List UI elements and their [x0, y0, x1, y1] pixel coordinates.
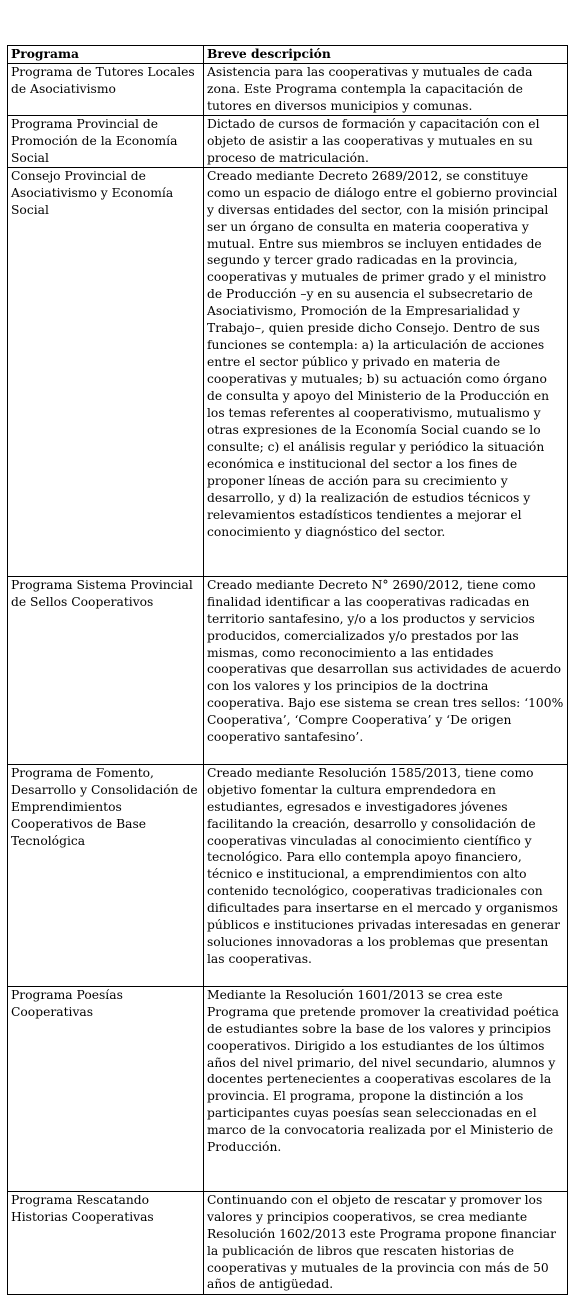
cell-descripcion: Creado mediante Decreto N° 2690/2012, tiene como finalidad identificar a las cooperativas radicadas en territorio santafesino, y/o a los productos y servicios producidos, comercializados y/o prestados por las mismas, como reconocimiento a las entidades cooperativas que desarrollan sus actividades de acuerdo con los valores y los principios de la doctrina cooperativa. Bajo ese sistema se crean tres sellos: ‘100% Cooperativa’, ‘Compre Cooperativa’ y ‘De origen cooperativo santafesino’.	[204, 576, 568, 764]
programs-table	[7, 45, 568, 1295]
cell-descripcion: Dictado de cursos de formación y capacitación con el objeto de asistir a las cooperativas y mutuales en su proceso de matriculación.	[204, 115, 568, 167]
cell-programa: Consejo Provincial de Asociativismo y Economía Social	[8, 167, 204, 576]
table-row	[8, 1191, 568, 1294]
cell-programa: Programa Rescatando Historias Cooperativas	[8, 1191, 204, 1294]
cell-descripcion: Creado mediante Resolución 1585/2013, tiene como objetivo fomentar la cultura emprendedora en estudiantes, egresados e investigadores jóvenes facilitando la creación, desarrollo y consolidación de cooperativas vinculadas al conocimiento científico y tecnológico. Para ello contempla apoyo financiero, técnico e institucional, a emprendimientos con alto contenido tecnológico, cooperativas tradicionales con dificultades para insertarse en el mercado y organismos públicos e instituciones privadas interesadas en generar soluciones innovadoras a los problemas que presentan las cooperativas.	[204, 764, 568, 986]
cell-descripcion: Creado mediante Decreto 2689/2012, se constituye como un espacio de diálogo entre el gobierno provincial y diversas entidades del sector, con la misión principal ser un órgano de consulta en materia cooperativa y mutual. Entre sus miembros se incluyen entidades de segundo y tercer grado radicadas en la provincia, cooperativas y mutuales de primer grado y el ministro de Producción –y en su ausencia el subsecretario de Asociativismo, Promoción de la Empresarialidad y Trabajo–, quien preside dicho Consejo. Dentro de sus funciones se contempla: a) la articulación de acciones entre el sector público y privado en materia de cooperativas y mutuales; b) su actuación como órgano de consulta y apoyo del Ministerio de la Producción en los temas referentes al cooperativismo, mutualismo y otras expresiones de la Economía Social cuando se lo consulte; c) el análisis regular y periódico la situación económica e institucional del sector a los fines de proponer líneas de acción para su crecimiento y desarrollo, y d) la realización de estudios técnicos y relevamientos estadísticos tendientes a mejorar el conocimiento y diagnóstico del sector.	[204, 167, 568, 576]
cell-programa: Programa de Tutores Locales de Asociativismo	[8, 64, 204, 116]
table-row	[8, 167, 568, 576]
table-row	[8, 986, 568, 1191]
column-header-programa: Programa	[8, 46, 204, 64]
cell-programa: Programa de Fomento, Desarrollo y Consolidación de Emprendimientos Cooperativos de Base Tecnológica	[8, 764, 204, 986]
cell-programa: Programa Poesías Cooperativas	[8, 986, 204, 1191]
cell-descripcion: Continuando con el objeto de rescatar y promover los valores y principios cooperativos, se crea mediante Resolución 1602/2013 este Programa propone financiar la publicación de libros que rescaten historias de cooperativas y mutuales de la provincia con más de 50 años de antigüedad.	[204, 1191, 568, 1294]
table-row	[8, 115, 568, 167]
cell-programa: Programa Provincial de Promoción de la Economía Social	[8, 115, 204, 167]
table-row	[8, 576, 568, 764]
cell-programa: Programa Sistema Provincial de Sellos Cooperativos	[8, 576, 204, 764]
table-row	[8, 764, 568, 986]
column-header-descripcion: Breve descripción	[204, 46, 568, 64]
table-header-row	[8, 46, 568, 64]
table-row	[8, 64, 568, 116]
cell-descripcion: Mediante la Resolución 1601/2013 se crea este Programa que pretende promover la creatividad poética de estudiantes sobre la base de los valores y principios cooperativos. Dirigido a los estudiantes de los últimos años del nivel primario, del nivel secundario, alumnos y docentes pertenecientes a cooperativas escolares de la provincia. El programa, propone la distinción a los participantes cuyas poesías sean seleccionadas en el marco de la convocatoria realizada por el Ministerio de Producción.	[204, 986, 568, 1191]
cell-descripcion: Asistencia para las cooperativas y mutuales de cada zona. Este Programa contempla la capacitación de tutores en diversos municipios y comunas.	[204, 64, 568, 116]
